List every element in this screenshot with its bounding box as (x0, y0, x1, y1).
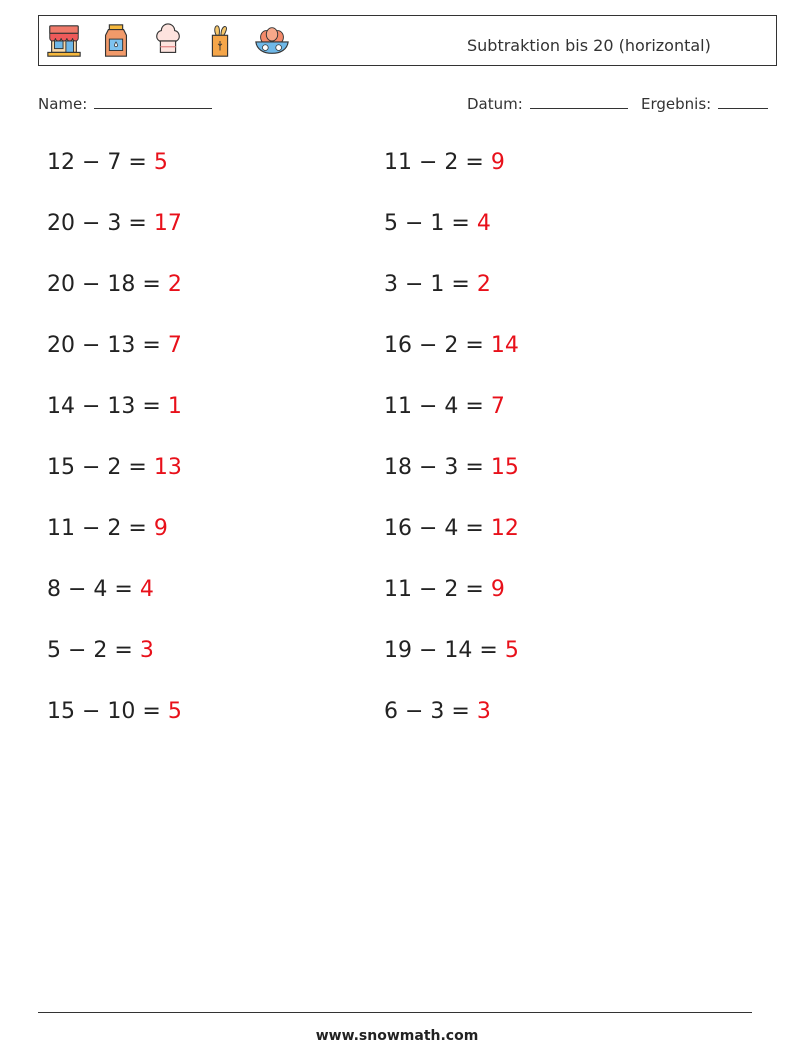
result-field (641, 94, 768, 113)
problem-answer: 2 (476, 272, 491, 297)
problem-item (384, 638, 519, 664)
problem-expression: 11 − 2 = (384, 150, 491, 175)
problem-item (47, 272, 182, 298)
problem-answer: 14 (490, 333, 519, 358)
problem-expression: 5 − 1 = (384, 211, 477, 236)
problem-expression: 20 − 13 = (47, 333, 168, 358)
name-field (38, 94, 212, 113)
bread-bag-icon (201, 22, 239, 60)
shop-icon (45, 22, 83, 60)
milk-carton-icon (97, 22, 135, 60)
result-label: Ergebnis: (641, 95, 712, 113)
footer-divider (38, 1012, 752, 1013)
problem-answer: 17 (153, 211, 182, 236)
problem-answer: 9 (490, 150, 505, 175)
problem-expression: 16 − 2 = (384, 333, 491, 358)
problem-expression: 18 − 3 = (384, 455, 491, 480)
problem-item (47, 211, 182, 237)
problem-item (47, 699, 182, 725)
date-blank[interactable] (530, 94, 628, 109)
problem-item (384, 699, 491, 725)
problem-answer: 2 (167, 272, 182, 297)
problem-answer: 4 (476, 211, 491, 236)
problem-item (384, 150, 505, 176)
problem-expression: 3 − 1 = (384, 272, 477, 297)
problem-answer: 15 (490, 455, 519, 480)
problem-expression: 8 − 4 = (47, 577, 140, 602)
name-label: Name: (38, 95, 88, 113)
problem-item (384, 211, 491, 237)
problem-answer: 5 (504, 638, 519, 663)
problem-answer: 12 (490, 516, 519, 541)
problem-item (384, 577, 505, 603)
problem-item (384, 455, 519, 481)
problem-answer: 3 (139, 638, 154, 663)
problem-expression: 15 − 2 = (47, 455, 154, 480)
problem-expression: 15 − 10 = (47, 699, 168, 724)
problem-answer: 9 (490, 577, 505, 602)
problem-answer: 7 (167, 333, 182, 358)
problem-answer: 5 (153, 150, 168, 175)
problem-answer: 3 (476, 699, 491, 724)
date-label: Datum: (467, 95, 523, 113)
problem-item (384, 394, 505, 420)
problem-expression: 12 − 7 = (47, 150, 154, 175)
problem-item (47, 638, 154, 664)
problem-answer: 7 (490, 394, 505, 419)
problem-item (47, 150, 168, 176)
name-blank[interactable] (94, 94, 212, 109)
header-icons (45, 22, 291, 60)
problem-item (47, 577, 154, 603)
problem-answer: 9 (153, 516, 168, 541)
problem-item (384, 516, 519, 542)
chef-hat-icon (149, 22, 187, 60)
problem-item (47, 455, 182, 481)
problem-answer: 5 (167, 699, 182, 724)
problem-item (384, 333, 519, 359)
problem-item (47, 516, 168, 542)
problem-expression: 11 − 2 = (384, 577, 491, 602)
problem-expression: 16 − 4 = (384, 516, 491, 541)
problem-expression: 14 − 13 = (47, 394, 168, 419)
result-blank[interactable] (718, 94, 768, 109)
problem-expression: 11 − 2 = (47, 516, 154, 541)
worksheet-title: Subtraktion bis 20 (horizontal) (467, 36, 711, 55)
problem-expression: 19 − 14 = (384, 638, 505, 663)
problem-item (384, 272, 491, 298)
bowl-of-eggs-icon (253, 22, 291, 60)
problem-expression: 20 − 3 = (47, 211, 154, 236)
problem-expression: 20 − 18 = (47, 272, 168, 297)
problem-item (47, 333, 182, 359)
problem-answer: 13 (153, 455, 182, 480)
problem-answer: 4 (139, 577, 154, 602)
problem-expression: 6 − 3 = (384, 699, 477, 724)
problem-answer: 1 (167, 394, 182, 419)
problem-expression: 5 − 2 = (47, 638, 140, 663)
problem-item (47, 394, 182, 420)
date-field (467, 94, 628, 113)
footer-url[interactable]: www.snowmath.com (315, 1028, 479, 1044)
worksheet-header (38, 15, 777, 66)
problem-expression: 11 − 4 = (384, 394, 491, 419)
